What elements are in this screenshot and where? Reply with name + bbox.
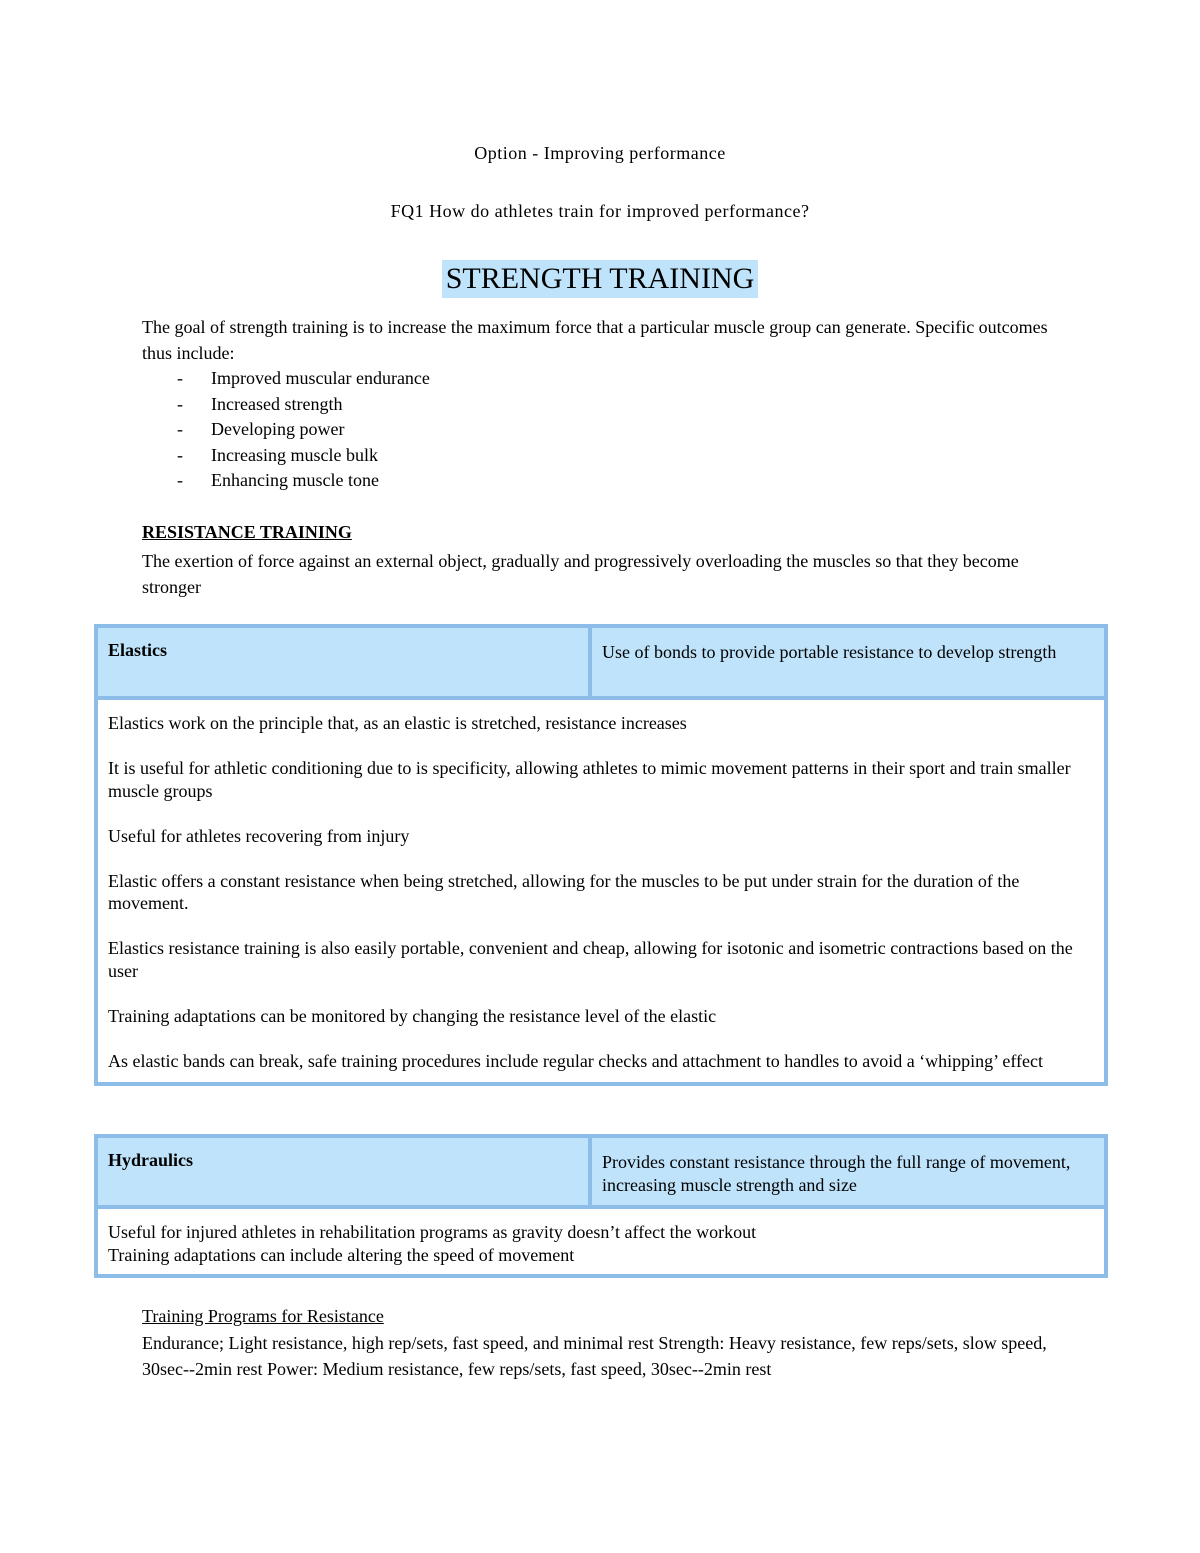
elastics-point: As elastic bands can break, safe training procedures include regular checks and attachment to handles to avoid a ‘whipping’ effect (108, 1050, 1043, 1071)
title-wrapper (0, 260, 1200, 298)
list-item-text: Enhancing muscle tone (211, 470, 379, 491)
resistance-training-heading: RESISTANCE TRAINING (142, 522, 352, 542)
page-title: STRENGTH TRAINING (442, 260, 759, 298)
resistance-definition: The exertion of force against an external object, gradually and progressively overloading the muscles so that they become stronger (142, 551, 1019, 597)
elastics-name: Elastics (98, 628, 592, 696)
elastics-point: Elastic offers a constant resistance when being stretched, allowing for the muscles to be put under strain for the duration of the movement. (108, 870, 1020, 913)
elastics-summary: Use of bonds to provide portable resistance to develop strength (602, 642, 1057, 662)
elastics-point: Elastics work on the principle that, as an elastic is stretched, resistance increases (108, 713, 687, 733)
hydraulics-point: Useful for injured athletes in rehabilitation programs as gravity doesn’t affect the workout (108, 1222, 757, 1242)
intro-paragraph: The goal of strength training is to increase the maximum force that a particular muscle group can generate. Specific outcomes thus include: (142, 317, 1048, 363)
option-heading: Option - Improving performance (474, 143, 726, 163)
hydraulics-name: Hydraulics (98, 1138, 592, 1205)
elastics-point: Training adaptations can be monitored by changing the resistance level of the elastic (108, 1005, 717, 1026)
list-item-text: Increased strength (211, 393, 343, 414)
bullet-dash: - (177, 470, 183, 491)
elastics-header-row (98, 628, 1104, 700)
list-item-text: Developing power (211, 419, 345, 440)
bullet-dash: - (177, 419, 183, 440)
training-programs-text: Endurance; Light resistance, high rep/sets, fast speed, and minimal rest Strength: Heavy resistance, few reps/sets, slow speed, 30sec--2min rest Power: Medium resistance, few reps/sets, fast speed, 30sec--2min rest (142, 1333, 1047, 1379)
hydraulics-summary: Provides constant resistance through the full range of movement, increasing muscle strength and size (602, 1152, 1071, 1195)
elastics-table (94, 624, 1108, 1086)
list-item-text: Improved muscular endurance (211, 368, 430, 388)
list-item-text: Increasing muscle bulk (211, 444, 378, 465)
hydraulics-body (98, 1209, 1104, 1274)
elastics-body (98, 700, 1104, 1082)
hydraulics-point: Training adaptations can include altering the speed of movement (108, 1244, 575, 1265)
bullet-dash: - (177, 393, 183, 414)
elastics-point: Useful for athletes recovering from injury (108, 825, 410, 846)
elastics-point: Elastics resistance training is also easily portable, convenient and cheap, allowing for isotonic and isometric contractions based on the user (108, 938, 1073, 981)
training-programs-heading: Training Programs for Resistance (142, 1306, 384, 1326)
hydraulics-table (94, 1134, 1108, 1278)
focus-question: FQ1 How do athletes train for improved performance? (390, 201, 810, 221)
elastics-point: It is useful for athletic conditioning due to is specificity, allowing athletes to mimic movement patterns in their sport and train smaller muscle groups (108, 758, 1071, 801)
hydraulics-header-row (98, 1138, 1104, 1209)
bullet-dash: - (177, 444, 183, 465)
bullet-dash: - (177, 368, 183, 388)
